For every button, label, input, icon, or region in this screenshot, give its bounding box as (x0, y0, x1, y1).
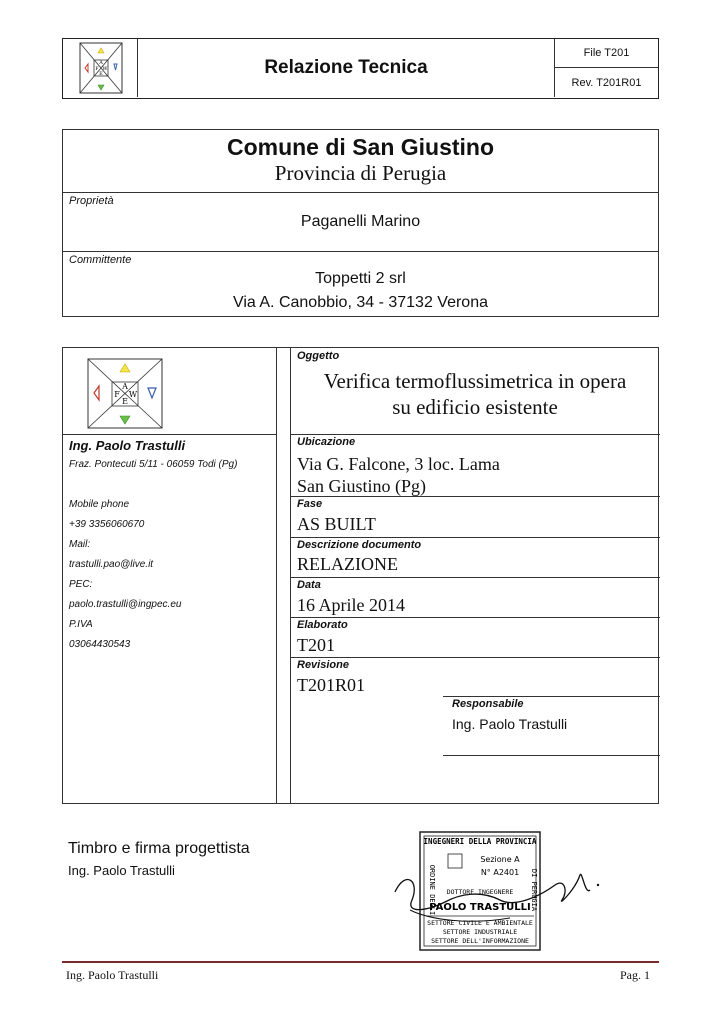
svg-text:W: W (102, 66, 108, 72)
oggetto-line-1: Verifica termoflussimetrica in opera (323, 369, 627, 393)
revision-code: Rev. T201R01 (571, 76, 642, 89)
svg-text:DI PERUGIA: DI PERUGIA (530, 868, 538, 912)
elaborato-label: Elaborato (297, 619, 348, 631)
ubicazione-value (297, 453, 500, 497)
footer-author: Ing. Paolo Trastulli (66, 968, 159, 982)
footer-divider (62, 961, 659, 963)
signature-name: Ing. Paolo Trastulli (68, 863, 175, 878)
responsabile-label: Responsabile (452, 698, 524, 710)
descrizione-value: RELAZIONE (297, 554, 398, 574)
svg-text:SETTORE DELL'INFORMAZIONE: SETTORE DELL'INFORMAZIONE (431, 937, 529, 945)
svg-text:DOTTORE INGEGNERE: DOTTORE INGEGNERE (446, 888, 514, 896)
revisione-label: Revisione (297, 659, 349, 671)
committente-address: Via A. Canobbio, 34 - 37132 Verona (232, 294, 488, 311)
svg-text:SETTORE INDUSTRIALE: SETTORE INDUSTRIALE (442, 928, 518, 936)
responsabile-value: Ing. Paolo Trastulli (452, 716, 568, 732)
field-divider (291, 434, 660, 435)
revisione-value: T201R01 (297, 675, 366, 695)
pec-label: PEC: (69, 579, 93, 590)
document-type-title: Relazione Tecnica (138, 39, 555, 97)
proprieta-row (63, 193, 658, 252)
svg-text:A: A (99, 60, 103, 66)
svg-text:Sezione A: Sezione A (480, 855, 520, 864)
engineer-logo-icon (85, 356, 165, 431)
professional-stamp-icon (390, 830, 610, 955)
data-value: 16 Aprile 2014 (297, 595, 405, 615)
oggetto-label: Oggetto (297, 350, 340, 362)
elaborato-value: T201 (297, 635, 335, 655)
responsabile-bottom-divider (443, 755, 660, 756)
svg-text:ORDINE DEGLI: ORDINE DEGLI (428, 864, 436, 916)
mail-address: trastulli.pao@live.it (69, 559, 154, 570)
piva-label: P.IVA (69, 619, 93, 630)
svg-text:A: A (122, 382, 128, 391)
svg-text:PAOLO TRASTULLI: PAOLO TRASTULLI (429, 902, 531, 913)
committente-name: Toppetti 2 srl (315, 270, 406, 287)
svg-text:E: E (99, 71, 103, 77)
svg-text:E: E (122, 397, 128, 406)
header-logo (63, 39, 138, 97)
signature-title: Timbro e firma progettista (68, 840, 250, 857)
column-divider (276, 348, 277, 803)
ubicazione-label: Ubicazione (297, 436, 356, 448)
header-box (62, 38, 659, 99)
svg-text:SETTORE CIVILE E AMBIENTALE: SETTORE CIVILE E AMBIENTALE (427, 919, 533, 927)
field-divider (291, 617, 660, 618)
file-code: File T201 (555, 39, 658, 68)
comune-name: Comune di San Giustino (226, 134, 495, 160)
oggetto-value (291, 368, 659, 420)
svg-text:N° A2401: N° A2401 (480, 868, 520, 877)
afwe-logo-icon (63, 39, 138, 97)
field-divider (291, 577, 660, 578)
field-divider (291, 537, 660, 538)
descrizione-label: Descrizione documento (297, 539, 422, 551)
proprieta-value: Paganelli Marino (300, 213, 421, 230)
engineer-address: Fraz. Pontecuti 5/11 - 06059 Todi (Pg) (69, 459, 238, 470)
field-divider (291, 496, 660, 497)
committente-label: Committente (69, 254, 132, 266)
oggetto-line-2: su edificio esistente (392, 395, 558, 419)
committente-row (63, 252, 658, 316)
fase-value: AS BUILT (297, 514, 376, 534)
page-number: Pag. 1 (620, 968, 650, 982)
piva-number: 03064430543 (69, 639, 131, 650)
svg-text:F: F (114, 390, 120, 399)
left-column-divider (63, 434, 277, 435)
ubicazione-line-1: Via G. Falcone, 3 loc. Lama (297, 454, 500, 474)
field-divider (291, 657, 660, 658)
svg-text:W: W (128, 390, 138, 399)
svg-text:INGEGNERI DELLA PROVINCIA: INGEGNERI DELLA PROVINCIA (423, 837, 537, 846)
mail-label: Mail: (69, 539, 91, 550)
mobile-label: Mobile phone (69, 499, 130, 510)
responsabile-top-divider (443, 696, 660, 697)
provincia-name: Provincia di Perugia (274, 161, 447, 185)
municipality-title-row (63, 130, 658, 193)
project-info-box (62, 347, 659, 804)
mobile-number: +39 3356060670 (69, 519, 145, 530)
svg-text:F: F (95, 66, 99, 72)
data-label: Data (297, 579, 321, 591)
engineer-name: Ing. Paolo Trastulli (69, 438, 186, 453)
proprieta-label: Proprietà (69, 195, 114, 207)
municipality-box (62, 129, 659, 317)
ubicazione-line-2: San Giustino (Pg) (297, 476, 427, 496)
pec-address: paolo.trastulli@ingpec.eu (69, 599, 182, 610)
fase-label: Fase (297, 498, 323, 510)
